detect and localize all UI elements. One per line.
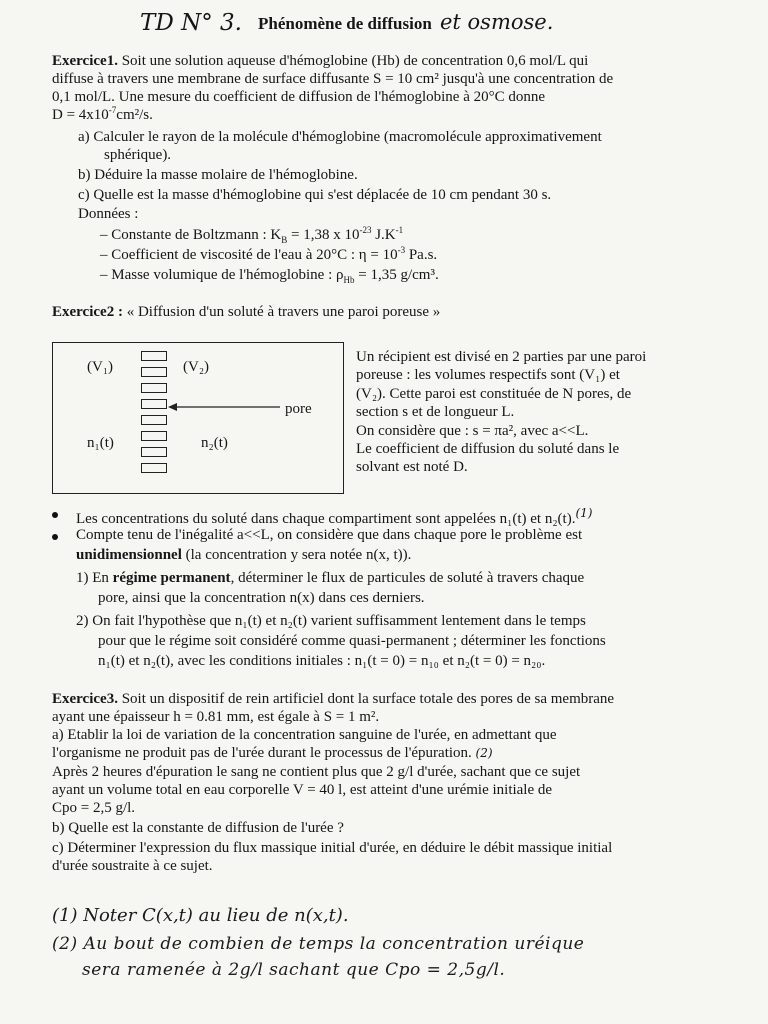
ex1-donnees: Données : <box>78 206 139 222</box>
ex2-desc-line: solvant est noté D. <box>356 459 468 476</box>
ex3-qa2 <box>52 744 493 762</box>
ex1-q-a2: sphérique). <box>104 147 172 163</box>
ex1-line3: 0,1 mol/L. Une mesure du coefficient de diffusion de l'hémoglobine à 20°C donne <box>52 89 546 105</box>
ex2-q1-line2: pore, ainsi que la concentration n(x) dans ces derniers. <box>98 590 425 606</box>
ex1-data1-exp2: -1 <box>395 225 404 235</box>
td-number: TD N° 3. <box>140 10 242 36</box>
ex1-data1-unit: J.K <box>371 227 396 243</box>
ex2-title: « Diffusion d'un soluté à travers une paroi poreuse » <box>126 304 441 320</box>
ex2-desc-line: Le coefficient de diffusion du soluté dans le <box>356 441 620 458</box>
ex1-data1 <box>100 226 403 244</box>
ex3-qa2-text: l'organisme ne produit pas de l'urée durant le processus de l'épuration. <box>52 745 472 761</box>
diagram-n1: n₁(t) <box>87 435 114 451</box>
pore-diagram <box>52 342 344 494</box>
pore-slot <box>141 351 167 361</box>
ex2-q2-line2: pour que le régime soit considéré comme quasi-permanent ; déterminer les fonctions <box>98 633 606 649</box>
ex3-p3: Cpo = 2,5 g/l. <box>52 800 136 816</box>
handwritten-note-1: (1) Noter C(x,t) au lieu de n(x,t). <box>52 905 349 926</box>
pore-arrow-icon <box>168 399 280 415</box>
diagram-v1: (V₁) <box>87 359 114 375</box>
ex3-p1: Après 2 heures d'épuration le sang ne contient plus que 2 g/l d'urée, sachant que ce sujet <box>52 764 581 780</box>
bullet-dot <box>52 512 58 518</box>
ex2-description <box>356 348 646 477</box>
ex2-bullet2-text: (la concentration y sera notée n(x, t)). <box>181 547 412 563</box>
ex3-line2: ayant une épaisseur h = 0.81 mm, est égale à S = 1 m². <box>52 709 380 725</box>
pore-slot <box>141 447 167 457</box>
pore-slot <box>141 383 167 393</box>
pore-slot <box>141 367 167 377</box>
ex1-data2 <box>100 246 437 264</box>
ex3-line1 <box>52 690 614 708</box>
ex3-text1: Soit un dispositif de rein artificiel dont la surface totale des pores de sa membrane <box>121 691 615 707</box>
ex2-bullet1-note: (1) <box>575 506 593 520</box>
ex3-qc2: d'urée soustraite à ce sujet. <box>52 858 213 874</box>
ex1-q-a1: a) Calculer le rayon de la molécule d'hémoglobine (macromolécule approximativement <box>78 129 602 145</box>
ex1-data1-mid: = 1,38 x 10 <box>287 227 360 243</box>
ex3-qb: b) Quelle est la constante de diffusion de l'urée ? <box>52 820 344 836</box>
ex1-data1-sub: B <box>281 235 288 245</box>
diagram-v2: (V₂) <box>183 359 210 375</box>
ex3-qa1: a) Etablir la loi de variation de la concentration sanguine de l'urée, en admettant que <box>52 727 557 743</box>
ex1-text1: Soit une solution aqueuse d'hémoglobine (Hb) de concentration 0,6 mol/L qui <box>121 53 589 69</box>
ex1-data3-text: – Masse volumique de l'hémoglobine : ρ <box>100 267 344 283</box>
ex1-line4 <box>52 106 153 124</box>
ex3-label: Exercice3. <box>52 691 118 707</box>
ex2-bullet1 <box>76 504 592 528</box>
ex2-q1-text: , déterminer le flux de particules de soluté à travers chaque <box>230 570 585 586</box>
ex1-data2-text: – Coefficient de viscosité de l'eau à 20°C : η = 10 <box>100 247 398 263</box>
ex2-q1-bold: régime permanent <box>112 570 231 586</box>
ex1-line2: diffuse à travers une membrane de surface diffusante S = 10 cm² jusqu'à une concentration de <box>52 71 614 87</box>
ex2-desc-line: poreuse : les volumes respectifs sont (V₁) et <box>356 367 620 384</box>
ex1-q-b: b) Déduire la masse molaire de l'hémoglobine. <box>78 167 358 183</box>
ex3-qc1: c) Déterminer l'expression du flux massique initial d'urée, en déduire le débit massique initial <box>52 840 613 856</box>
pore-slot <box>141 399 167 409</box>
ex2-bullet2-bold: unidimensionnel <box>76 547 182 563</box>
ex1-data2-unit: Pa.s. <box>405 247 438 263</box>
ex1-d-unit: cm²/s. <box>116 107 153 123</box>
page-title: Phénomène de diffusion <box>258 14 432 33</box>
ex2-label: Exercice2 : <box>52 304 123 320</box>
ex3-p2: ayant un volume total en eau corporelle V = 40 l, est atteint d'une urémie initiale de <box>52 782 553 798</box>
diagram-n2: n₂(t) <box>201 435 228 451</box>
pore-slot <box>141 415 167 425</box>
ex1-data1-text: – Constante de Boltzmann : K <box>100 227 282 243</box>
ex2-desc-line: Un récipient est divisé en 2 parties par une paroi <box>356 349 647 365</box>
pore-slot <box>141 431 167 441</box>
ex2-q1-prefix: 1) En <box>76 570 113 586</box>
ex1-data3-sub: Hb <box>343 275 355 285</box>
ex1-d-exp: -7 <box>108 105 117 115</box>
ex1-data3 <box>100 266 439 284</box>
handwritten-note-3: sera ramenée à 2g/l sachant que Cpo = 2,5g/l. <box>82 960 506 980</box>
ex2-desc-line: section s et de longueur L. <box>356 404 515 421</box>
ex1-label: Exercice1. <box>52 53 118 69</box>
ex2-q2-line3: n₁(t) et n₂(t), avec les conditions initiales : n₁(t = 0) = n₁₀ et n₂(t = 0) = n₂₀. <box>98 653 546 669</box>
ex1-data1-exp: -23 <box>359 225 372 235</box>
ex1-q-c: c) Quelle est la masse d'hémoglobine qui s'est déplacée de 10 cm pendant 30 s. <box>78 187 552 203</box>
ex2-bullet2-line1: Compte tenu de l'inégalité a<<L, on considère que dans chaque pore le problème est <box>76 527 583 543</box>
ex2-heading <box>52 303 440 321</box>
handwritten-note-2: (2) Au bout de combien de temps la concentration uréique <box>52 934 585 954</box>
ex2-desc-line: (V₂). Cette paroi est constituée de N pores, de <box>356 385 632 402</box>
ex2-q2-line1: 2) On fait l'hypothèse que n₁(t) et n₂(t) varient suffisamment lentement dans le temps <box>76 613 586 629</box>
ex1-line1 <box>52 52 588 70</box>
ex1-data3-unit: = 1,35 g/cm³. <box>354 267 439 283</box>
ex2-bullet2-line2 <box>76 546 411 564</box>
ex2-q1-line1 <box>76 569 584 587</box>
page-title-handwritten: et osmose. <box>440 10 554 34</box>
pore-slot <box>141 463 167 473</box>
ex2-desc-line: On considère que : s = πa², avec a<<L. <box>356 422 589 439</box>
ex3-qa2-note: (2) <box>475 746 493 760</box>
ex1-d-value: D = 4x10 <box>52 107 109 123</box>
diagram-pore-label: pore <box>285 401 312 417</box>
bullet-dot <box>52 534 58 540</box>
ex1-data2-exp: -3 <box>397 245 406 255</box>
ex2-bullet1-text: Les concentrations du soluté dans chaque compartiment sont appelées n₁(t) et n₂(t). <box>76 511 576 527</box>
